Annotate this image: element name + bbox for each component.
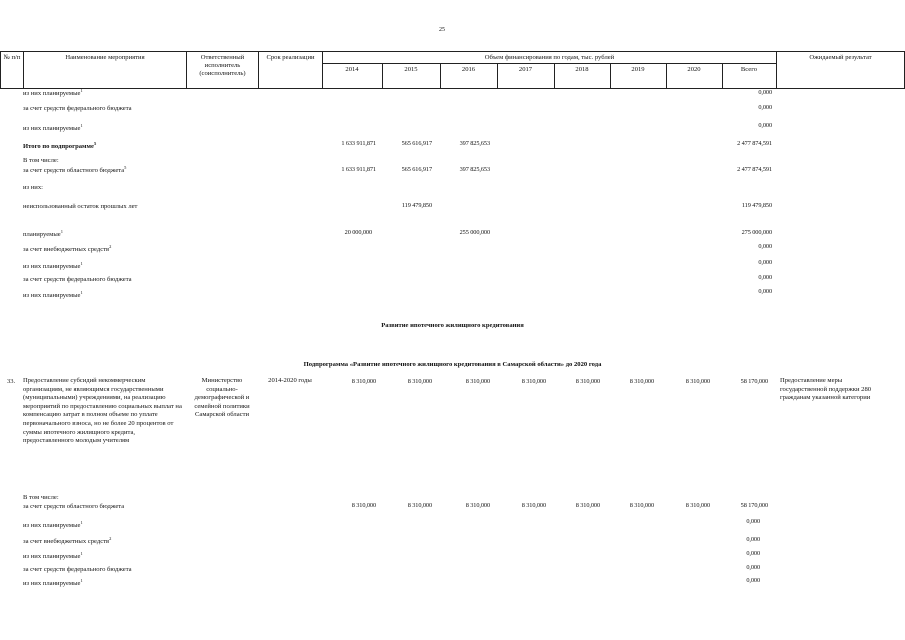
header-year-2015: 2015 (404, 66, 418, 73)
row-value-2014: 20 000,000 (344, 229, 372, 236)
row-value-2015: 8 310,000 (407, 502, 432, 509)
row-label: за счет средств областного бюджета (23, 503, 125, 510)
row-label: из них планируемые$^1$ (23, 260, 83, 270)
row-value-2018: 8 310,000 (575, 502, 600, 509)
row-total: 0,000 (758, 89, 772, 96)
header-year-2014: 2014 (345, 66, 359, 73)
row-total: 275 000,000 (741, 229, 772, 236)
header-year-2019: 2019 (631, 66, 645, 73)
row-total: 0,000 (758, 243, 772, 250)
row-total: 2 477 874,591 (737, 166, 772, 173)
row-label: за счет средств областного бюджета$^5$ (23, 164, 127, 174)
row-value-2017: 8 310,000 (521, 502, 546, 509)
item-term: 2014-2020 годы (268, 377, 312, 384)
item-value-2015: 8 310,000 (407, 378, 432, 385)
row-total: 0,000 (758, 104, 772, 111)
row-value-2016: 8 310,000 (465, 502, 490, 509)
row-total: 0,000 (746, 550, 760, 557)
item-value-2016: 8 310,000 (465, 378, 490, 385)
row-value-2015: 565 616,917 (401, 140, 432, 147)
row-value-2015: 119 479,850 (401, 202, 432, 209)
row-label: из них планируемые$^1$ (23, 122, 83, 132)
item-value-2019: 8 310,000 (629, 378, 654, 385)
row-label: из них планируемые$^1$ (23, 289, 83, 299)
row-total: 0,000 (758, 288, 772, 295)
item-value-2017: 8 310,000 (521, 378, 546, 385)
header-year-2017: 2017 (518, 66, 533, 73)
row-value-2016: 397 825,653 (459, 166, 490, 173)
row-total: 0,000 (746, 577, 760, 584)
row-total: 0,000 (758, 122, 772, 129)
subprogram-title: Подпрограмма «Развитие ипотечного жилищного кредитования в Самарской области» до 2020 года (303, 361, 602, 368)
header-result: Ожидаемый результат (809, 54, 872, 61)
header-year-2020: 2020 (687, 66, 701, 73)
row-label: за счет средств федерального бюджета (23, 566, 132, 573)
row-total: 2 477 874,591 (737, 140, 772, 147)
item-value-2014: 8 310,000 (351, 378, 376, 385)
item-executor: Министерство социально-демографической и семейной политики Самарской области (194, 377, 250, 419)
row-total: 58 170,000 (740, 502, 768, 509)
row-label: за счет средств федерального бюджета (23, 105, 132, 112)
header-num: № п/п (3, 54, 21, 61)
row-total: 0,000 (746, 536, 760, 543)
row-label: за счет средств федерального бюджета (23, 276, 132, 283)
item-number: 33. (7, 378, 16, 385)
row-label: из них планируемые$^1$ (23, 87, 83, 97)
row-value-2019: 8 310,000 (629, 502, 654, 509)
section-title: Развитие ипотечного жилищного кредитования (381, 322, 524, 329)
row-label: за счет внебюджетных средств$^2$ (23, 535, 112, 545)
row-label: из них планируемые$^1$ (23, 577, 83, 587)
row-label: неиспользованный остаток прошлых лет (23, 203, 138, 210)
row-total: 0,000 (746, 518, 760, 525)
row-value-2015: 565 616,917 (401, 166, 432, 173)
header-year-2016: 2016 (461, 66, 476, 73)
row-label: за счет внебюджетных средств$^2$ (23, 243, 112, 253)
row-value-2020: 8 310,000 (685, 502, 710, 509)
header-term: Срок реализации (266, 54, 315, 61)
row-value-2014: 1 633 911,871 (341, 140, 376, 147)
item-value-2020: 8 310,000 (685, 378, 710, 385)
header-year-2018: 2018 (575, 66, 589, 73)
row-total: 119 479,850 (741, 202, 772, 209)
header-year-total: Всего (740, 66, 758, 73)
row-label: В том числе: (23, 157, 59, 164)
row-label: В том числе: (23, 494, 59, 501)
row-label: Итого по подпрограмме$^5$ (23, 140, 97, 150)
header-name: Наименование мероприятия (65, 54, 145, 61)
item-value-2018: 8 310,000 (575, 378, 600, 385)
row-value-2014: 8 310,000 (351, 502, 376, 509)
row-value-2016: 397 825,653 (459, 140, 490, 147)
row-total: 0,000 (758, 274, 772, 281)
item-value-total: 58 170,000 (740, 378, 768, 385)
header-funding: Объем финансирования по годам, тыс. рублей (484, 54, 615, 61)
page-number: 25 (439, 27, 445, 33)
row-label: из них планируемые$^1$ (23, 550, 83, 560)
row-label: планируемые$^1$ (23, 228, 63, 238)
row-total: 0,000 (746, 564, 760, 571)
row-label: из них: (23, 184, 43, 191)
item-result: Предоставление меры государственной поддержки 280 гражданам указанной категории (780, 377, 872, 402)
row-value-2016: 255 000,000 (459, 229, 490, 236)
row-value-2014: 1 633 911,871 (341, 166, 376, 173)
row-label: из них планируемые$^1$ (23, 519, 83, 529)
row-total: 0,000 (758, 259, 772, 266)
item-name: Предоставление субсидий некоммерческим организациям, не являющимся государственными (муниципальными) учреждениями, на реализацию мероприятий по предоставлению социальных выплат на компенсацию затрат в полном объеме по уплате первоначального взноса, но не более 20 процентов от суммы ипотечного жилищного кредита, предоставленного молодым учителям (23, 377, 182, 445)
header-executor: Ответственный исполнитель (соисполнитель) (199, 54, 246, 77)
